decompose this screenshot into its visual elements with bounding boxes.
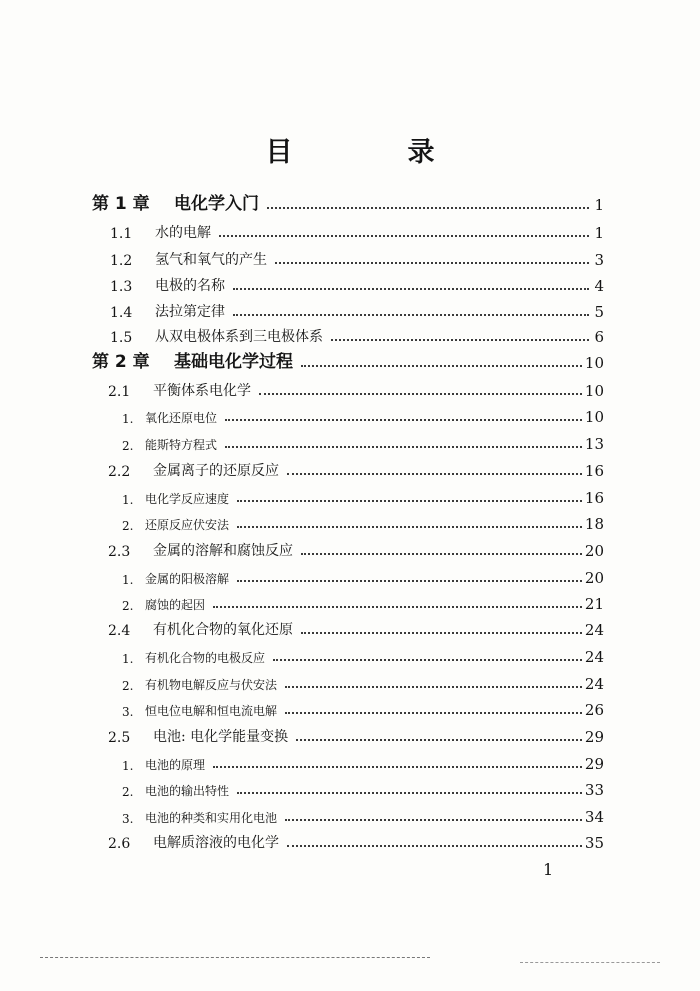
toc-entry-number: 1.4 <box>110 305 133 321</box>
toc-entry-label: 法拉第定律 <box>155 304 225 320</box>
toc-subsection-row <box>122 511 604 533</box>
dot-leader <box>237 526 582 528</box>
toc-entry-label: 电化学入门 <box>174 194 259 214</box>
dot-leader <box>301 632 582 634</box>
toc-entry-number: 2. <box>122 785 134 799</box>
toc-entry-number: 第 1 章 <box>92 194 150 214</box>
toc-entry-label: 金属的阳极溶解 <box>145 572 230 586</box>
toc-entry-number: 第 2 章 <box>92 352 150 372</box>
toc-entry-number: 2.4 <box>108 623 131 639</box>
toc-section-row <box>110 247 604 269</box>
toc-section-row <box>110 220 604 242</box>
dot-leader <box>267 207 589 209</box>
toc-entry-label: 氧化还原电位 <box>145 411 218 425</box>
toc-entry-page: 20 <box>584 542 604 560</box>
toc-entry-number: 2.5 <box>108 730 131 746</box>
page-number: 1 <box>543 860 554 879</box>
toc-subsection-row <box>122 804 604 826</box>
toc-chapter-row <box>92 192 604 214</box>
toc-subsection-row <box>122 671 604 693</box>
toc-subsection-row <box>122 591 604 613</box>
dot-leader <box>237 580 582 582</box>
toc-entry-page: 3 <box>594 251 604 269</box>
dot-leader <box>233 288 589 290</box>
toc-entry-label: 基础电化学过程 <box>174 352 293 372</box>
toc-entry-label: 能斯特方程式 <box>145 438 218 452</box>
toc-entry-label: 从双电极体系到三电极体系 <box>155 329 323 345</box>
toc-entry-label: 电池的原理 <box>145 758 206 772</box>
dot-leader <box>285 712 582 714</box>
toc-entry-number: 2.2 <box>108 464 131 480</box>
toc-subsection-row <box>122 485 604 507</box>
toc-entry-page: 10 <box>584 354 604 372</box>
toc-entry-number: 2.6 <box>108 836 131 852</box>
toc-entry-page: 10 <box>584 382 604 400</box>
toc-section-row <box>110 273 604 295</box>
dot-leader <box>237 500 582 502</box>
toc-entry-label: 电化学反应速度 <box>145 492 230 506</box>
toc-entry-page: 10 <box>584 408 604 426</box>
scan-artifact-line <box>40 957 430 958</box>
toc-entry-page: 29 <box>584 728 604 746</box>
toc-entry-page: 18 <box>584 515 604 533</box>
toc-entry-label: 水的电解 <box>155 225 211 241</box>
toc-entry-page: 1 <box>594 196 604 214</box>
toc-entry-label: 有机物电解反应与伏安法 <box>145 678 278 692</box>
toc-entry-number: 2.3 <box>108 544 131 560</box>
toc-entry-number: 1.3 <box>110 279 133 295</box>
toc-entry-page: 35 <box>584 834 604 852</box>
toc-entry-label: 电池的种类和实用化电池 <box>145 811 278 825</box>
toc-subsection-row <box>122 697 604 719</box>
dot-leader <box>331 339 589 341</box>
toc-entry-number: 2.1 <box>108 384 131 400</box>
toc-entry-label: 平衡体系电化学 <box>153 383 251 399</box>
toc-entry-label: 电极的名称 <box>155 278 225 294</box>
toc-entry-label: 恒电位电解和恒电流电解 <box>145 704 278 718</box>
dot-leader <box>301 553 582 555</box>
toc-entry-page: 6 <box>594 328 604 346</box>
dot-leader <box>259 393 582 395</box>
toc-section-row <box>108 617 604 639</box>
toc-entry-page: 34 <box>584 808 604 826</box>
toc-entry-page: 24 <box>584 621 604 639</box>
toc-entry-number: 2. <box>122 679 134 693</box>
dot-leader <box>301 365 582 367</box>
toc-entry-page: 26 <box>584 701 604 719</box>
toc-entry-label: 氢气和氧气的产生 <box>155 252 267 268</box>
toc-entry-page: 5 <box>594 303 604 321</box>
toc-chapter-row <box>92 350 604 372</box>
toc-subsection-row <box>122 404 604 426</box>
toc-entry-label: 电池: 电化学能量变换 <box>153 729 289 745</box>
toc-entry-number: 1. <box>122 759 134 773</box>
toc-entry-number: 1.5 <box>110 330 133 346</box>
toc-entry-number: 1. <box>122 652 134 666</box>
toc-section-row <box>110 299 604 321</box>
toc-entry-page: 16 <box>584 489 604 507</box>
toc-entry-number: 1. <box>122 412 134 426</box>
toc-entry-label: 金属的溶解和腐蚀反应 <box>153 543 293 559</box>
toc-entry-number: 1.2 <box>110 253 133 269</box>
dot-leader <box>219 235 589 237</box>
toc-entry-label: 有机化合物的氧化还原 <box>153 622 293 638</box>
toc-entry-number: 1. <box>122 493 134 507</box>
toc-entry-number: 1. <box>122 573 134 587</box>
toc-entry-page: 1 <box>594 224 604 242</box>
toc-entry-page: 29 <box>584 755 604 773</box>
toc-entry-number: 2. <box>122 519 134 533</box>
toc-section-row <box>108 458 604 480</box>
page-title: 目 录 <box>265 137 479 168</box>
toc-entry-label: 电解质溶液的电化学 <box>153 835 279 851</box>
toc-entry-label: 金属离子的还原反应 <box>153 463 279 479</box>
toc-section-row <box>108 378 604 400</box>
dot-leader <box>287 473 582 475</box>
toc-section-row <box>108 724 604 746</box>
dot-leader <box>287 845 582 847</box>
toc-subsection-row <box>122 565 604 587</box>
dot-leader <box>296 739 582 741</box>
toc-entry-label: 电池的输出特性 <box>145 784 230 798</box>
dot-leader <box>285 686 582 688</box>
toc-entry-page: 21 <box>584 595 604 613</box>
dot-leader <box>225 446 582 448</box>
toc-entry-number: 2. <box>122 599 134 613</box>
dot-leader <box>275 262 589 264</box>
toc-section-row <box>108 830 604 852</box>
dot-leader <box>285 819 582 821</box>
toc-entry-number: 2. <box>122 439 134 453</box>
toc-entry-page: 33 <box>584 781 604 799</box>
dot-leader <box>213 766 582 768</box>
toc-entry-number: 3. <box>122 812 134 826</box>
toc-entry-page: 20 <box>584 569 604 587</box>
dot-leader <box>213 606 582 608</box>
toc-entry-page: 24 <box>584 675 604 693</box>
scan-artifact-line <box>520 962 660 963</box>
toc-entry-number: 3. <box>122 705 134 719</box>
toc-entry-page: 4 <box>594 277 604 295</box>
dot-leader <box>225 419 582 421</box>
toc-section-row <box>108 538 604 560</box>
toc-subsection-row <box>122 644 604 666</box>
toc-subsection-row <box>122 431 604 453</box>
dot-leader <box>273 659 582 661</box>
toc-section-row <box>110 324 604 346</box>
toc-entry-label: 有机化合物的电极反应 <box>145 651 266 665</box>
toc-entry-label: 还原反应伏安法 <box>145 518 230 532</box>
toc-subsection-row <box>122 751 604 773</box>
toc-entry-number: 1.1 <box>110 226 133 242</box>
dot-leader <box>233 314 589 316</box>
toc-subsection-row <box>122 777 604 799</box>
dot-leader <box>237 792 582 794</box>
toc-entry-page: 13 <box>584 435 604 453</box>
toc-entry-page: 24 <box>584 648 604 666</box>
toc-entry-label: 腐蚀的起因 <box>145 598 206 612</box>
toc-entry-page: 16 <box>584 462 604 480</box>
